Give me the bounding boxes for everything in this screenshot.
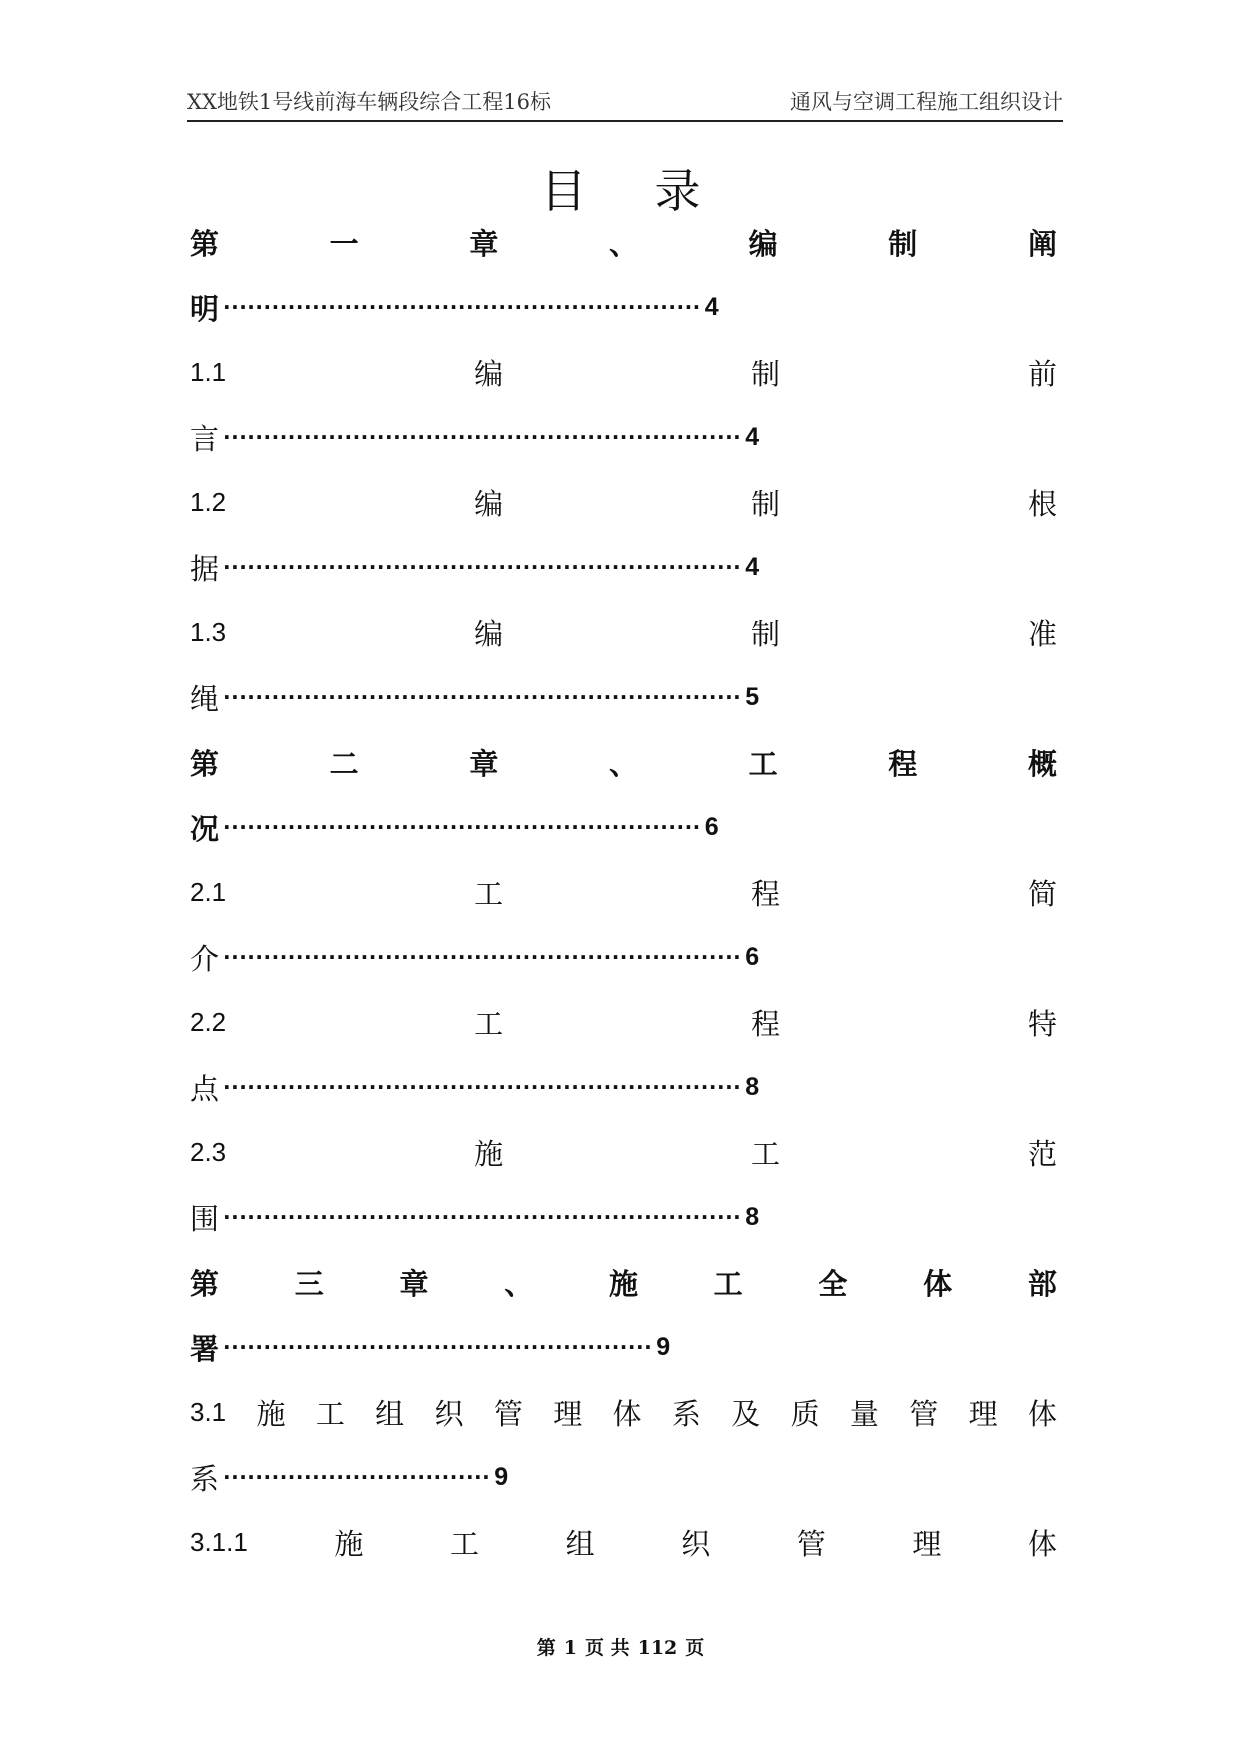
toc-entry-continuation[interactable] <box>190 1327 670 1367</box>
toc-page-number: 8 <box>745 1202 760 1231</box>
toc-entry-token: 3.1 <box>190 1396 227 1427</box>
toc-entry-heading[interactable] <box>190 1522 1057 1562</box>
toc-page-number: 4 <box>745 552 760 581</box>
toc-title <box>0 155 1241 221</box>
toc-page-number: 9 <box>494 1462 509 1491</box>
toc-entry-continuation[interactable] <box>190 1197 759 1237</box>
toc-entry-token: 织 <box>434 1396 464 1431</box>
toc-entry-token: 部 <box>1027 1266 1057 1301</box>
toc-entry-token: 施 <box>334 1526 364 1561</box>
toc-entry-last-char: 况 <box>190 811 220 846</box>
toc-entry-last-char: 系 <box>190 1461 220 1496</box>
toc-leader-dots: ····················································· <box>223 1335 653 1359</box>
toc-entry-token: 制 <box>751 486 781 521</box>
toc-entry-continuation[interactable] <box>190 417 759 457</box>
toc-entry-token: 管 <box>909 1396 939 1431</box>
toc-entry-heading[interactable] <box>190 1002 1057 1042</box>
toc-entry-token: 编 <box>748 226 778 261</box>
toc-entry-continuation[interactable] <box>190 1067 759 1107</box>
toc-entry-token: 特 <box>1027 1006 1057 1041</box>
toc-entry-token: 简 <box>1027 876 1057 911</box>
toc-entry-token: 程 <box>751 1006 781 1041</box>
toc-page-number: 8 <box>745 1072 760 1101</box>
toc-entry-continuation[interactable] <box>190 677 759 717</box>
toc-entry-token: 范 <box>1027 1136 1057 1171</box>
toc-entry-token: 体 <box>923 1266 953 1301</box>
toc-entry-token: 一 <box>329 226 359 261</box>
toc-entry-last-char: 点 <box>190 1071 220 1106</box>
toc-entry-token: 施 <box>474 1136 504 1171</box>
toc-entry-last-char: 据 <box>190 551 220 586</box>
toc-entry-token: 制 <box>751 616 781 651</box>
toc-leader-dots: ··························································· <box>223 815 701 839</box>
toc-entry-last-char: 明 <box>190 291 220 326</box>
toc-leader-dots: ··························································· <box>223 295 701 319</box>
toc-entry-token: 质 <box>790 1396 820 1431</box>
footer-page-number: 1 <box>563 1637 577 1659</box>
toc-entry-heading[interactable] <box>190 872 1057 912</box>
toc-entry-token: 管 <box>493 1396 523 1431</box>
toc-entry-heading[interactable] <box>190 222 1057 262</box>
header-project-name: XX地铁1号线前海车辆段综合工程16标 <box>187 90 551 114</box>
toc-entry-token: 组 <box>565 1526 595 1561</box>
page-footer <box>0 1633 1241 1660</box>
toc-entry-heading[interactable] <box>190 352 1057 392</box>
toc-entry-token: 工 <box>450 1526 480 1561</box>
toc-entry-continuation[interactable] <box>190 937 759 977</box>
toc-entry-token: 准 <box>1027 616 1057 651</box>
toc-entry-continuation[interactable] <box>190 287 719 327</box>
toc-leader-dots: ································································ <box>223 1205 742 1229</box>
toc-page-number: 4 <box>704 292 719 321</box>
toc-page-number: 6 <box>704 812 719 841</box>
toc-entry-heading[interactable] <box>190 482 1057 522</box>
footer-suffix: 页 <box>685 1637 705 1659</box>
toc-entry-last-char: 介 <box>190 941 220 976</box>
toc-title-char: 目 <box>540 164 587 218</box>
toc-entry-token: 章 <box>469 746 499 781</box>
toc-entry-token: 第 <box>190 226 220 261</box>
toc-page-number: 6 <box>745 942 760 971</box>
toc-entry-token: 编 <box>474 356 504 391</box>
toc-entry-last-char: 绳 <box>190 681 220 716</box>
toc-entry-token: 理 <box>553 1396 583 1431</box>
toc-entry-token: 体 <box>612 1396 642 1431</box>
toc-entry-token: 施 <box>608 1266 638 1301</box>
header-document-title: 通风与空调工程施工组织设计 <box>790 90 1063 114</box>
toc-entry-token: 系 <box>671 1396 701 1431</box>
toc-leader-dots: ································································ <box>223 1075 742 1099</box>
toc-page-number: 9 <box>656 1332 671 1361</box>
toc-entry-token: 施 <box>256 1396 286 1431</box>
toc-entry-token: 1.3 <box>190 616 227 647</box>
toc-page-number: 4 <box>745 422 760 451</box>
toc-entry-token: 第 <box>190 1266 220 1301</box>
toc-entry-token: 全 <box>818 1266 848 1301</box>
toc-entry-token: 程 <box>751 876 781 911</box>
toc-entry-last-char: 言 <box>190 421 220 456</box>
toc-entry-token: 织 <box>681 1526 711 1561</box>
toc-entry-continuation[interactable] <box>190 807 719 847</box>
toc-entry-token: 三 <box>294 1266 324 1301</box>
toc-entry-token: 理 <box>912 1526 942 1561</box>
toc-entry-token: 根 <box>1027 486 1057 521</box>
toc-entry-heading[interactable] <box>190 612 1057 652</box>
toc-entry-token: 、 <box>608 226 638 261</box>
toc-entry-token: 章 <box>399 1266 429 1301</box>
toc-entry-continuation[interactable] <box>190 547 759 587</box>
toc-entry-token: 2.2 <box>190 1006 227 1037</box>
toc-entry-token: 3.1.1 <box>190 1526 248 1557</box>
toc-entry-token: 概 <box>1027 746 1057 781</box>
toc-entry-token: 及 <box>731 1396 761 1431</box>
toc-entry-token: 前 <box>1027 356 1057 391</box>
toc-entry-token: 二 <box>329 746 359 781</box>
toc-leader-dots: ································· <box>223 1465 491 1489</box>
toc-entry-token: 、 <box>504 1266 534 1301</box>
toc-leader-dots: ································································ <box>223 425 742 449</box>
footer-total-pages: 112 <box>637 1637 678 1659</box>
toc-entry-token: 工 <box>474 876 504 911</box>
toc-entry-token: 体 <box>1027 1396 1057 1431</box>
toc-entry-heading[interactable] <box>190 1392 1057 1432</box>
toc-entry-token: 工 <box>713 1266 743 1301</box>
page-header <box>187 88 1063 122</box>
toc-entry-heading[interactable] <box>190 742 1057 782</box>
footer-middle: 页 共 <box>584 1637 630 1659</box>
toc-entry-heading[interactable] <box>190 1132 1057 1172</box>
toc-entry-token: 2.3 <box>190 1136 227 1167</box>
toc-entry-last-char: 围 <box>190 1201 220 1236</box>
toc-leader-dots: ································································ <box>223 945 742 969</box>
toc-entry-token: 理 <box>968 1396 998 1431</box>
toc-entry-token: 制 <box>751 356 781 391</box>
toc-entry-continuation[interactable] <box>190 1457 508 1497</box>
footer-prefix: 第 <box>536 1637 556 1659</box>
toc-leader-dots: ································································ <box>223 555 742 579</box>
toc-entry-token: 制 <box>888 226 918 261</box>
toc-entry-token: 工 <box>748 746 778 781</box>
toc-entry-token: 工 <box>751 1136 781 1171</box>
toc-entry-last-char: 署 <box>190 1331 220 1366</box>
toc-leader-dots: ································································ <box>223 685 742 709</box>
toc-entry-token: 管 <box>796 1526 826 1561</box>
toc-entry-token: 2.1 <box>190 876 227 907</box>
toc-entry-token: 1.2 <box>190 486 227 517</box>
toc-entry-token: 1.1 <box>190 356 227 387</box>
toc-title-char: 录 <box>654 164 701 218</box>
toc-entry-token: 编 <box>474 616 504 651</box>
toc-entry-token: 组 <box>375 1396 405 1431</box>
toc-entry-token: 体 <box>1027 1526 1057 1561</box>
toc-entry-token: 工 <box>315 1396 345 1431</box>
toc-entry-heading[interactable] <box>190 1262 1057 1302</box>
toc-entry-token: 程 <box>888 746 918 781</box>
toc-entry-token: 、 <box>608 746 638 781</box>
toc-entry-token: 量 <box>849 1396 879 1431</box>
toc-entry-token: 编 <box>474 486 504 521</box>
toc-page-number: 5 <box>745 682 760 711</box>
toc-entry-token: 第 <box>190 746 220 781</box>
toc-entry-token: 工 <box>474 1006 504 1041</box>
toc-entry-token: 章 <box>469 226 499 261</box>
toc-entry-token: 阐 <box>1027 226 1057 261</box>
